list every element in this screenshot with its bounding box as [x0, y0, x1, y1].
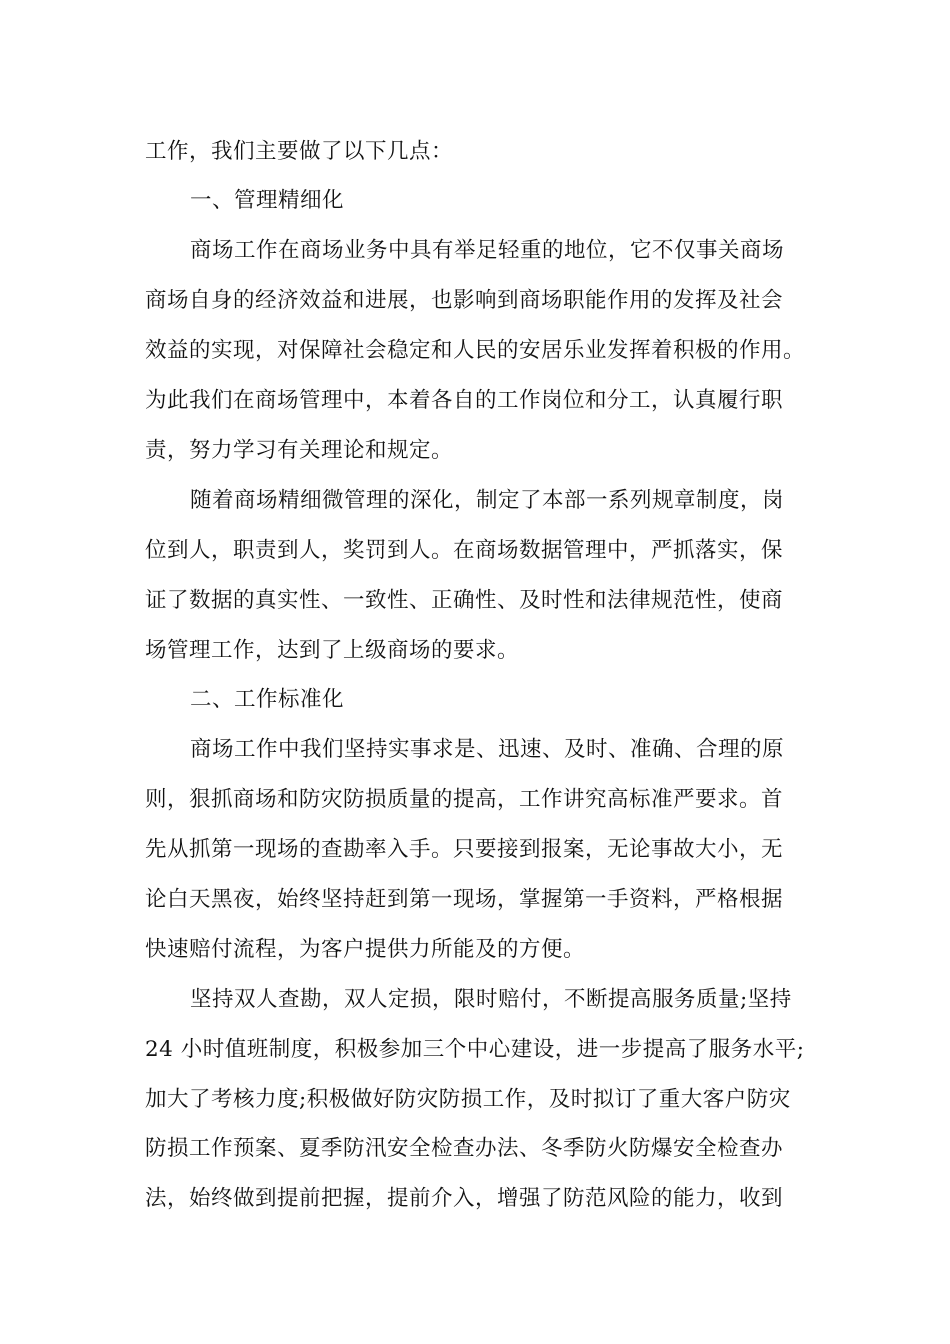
- text-line: 为此我们在商场管理中，本着各自的工作岗位和分工，认真履行职: [145, 388, 784, 413]
- text-line: 论白天黑夜，始终坚持赶到第一现场，掌握第一手资料，严格根据: [145, 887, 784, 912]
- text-line: 责，努力学习有关理论和规定。: [145, 438, 454, 463]
- text-line: 商场工作在商场业务中具有举足轻重的地位，它不仅事关商场: [190, 238, 785, 263]
- text-line: 证了数据的真实性、一致性、正确性、及时性和法律规范性，使商: [145, 588, 784, 613]
- text-line: 快速赔付流程，为客户提供力所能及的方便。: [145, 937, 586, 962]
- text-line: 先从抓第一现场的查勘率入手。只要接到报案，无论事故大小，无: [145, 837, 784, 862]
- section-heading: 二、工作标准化: [190, 687, 345, 712]
- text-line: 工作，我们主要做了以下几点：: [145, 139, 454, 164]
- text-line: 商场工作中我们坚持实事求是、迅速、及时、准确、合理的原: [190, 737, 785, 762]
- text-line: 24 小时值班制度，积极参加三个中心建设，进一步提高了服务水平;: [145, 1037, 805, 1062]
- text-line: 加大了考核力度;积极做好防灾防损工作，及时拟订了重大客户防灾: [145, 1087, 791, 1112]
- text-line: 位到人，职责到人，奖罚到人。在商场数据管理中，严抓落实，保: [145, 538, 784, 563]
- text-line: 商场自身的经济效益和进展，也影响到商场职能作用的发挥及社会: [145, 288, 784, 313]
- text-line: 防损工作预案、夏季防汛安全检查办法、冬季防火防爆安全检查办: [145, 1136, 784, 1161]
- section-heading: 一、管理精细化: [190, 188, 345, 213]
- text-line: 场管理工作，达到了上级商场的要求。: [145, 638, 520, 663]
- text-line: 效益的实现，对保障社会稳定和人民的安居乐业发挥着积极的作用。: [145, 338, 806, 363]
- text-line: 法，始终做到提前把握，提前介入，增强了防范风险的能力，收到: [145, 1186, 784, 1211]
- text-line: 随着商场精细微管理的深化，制定了本部一系列规章制度，岗: [190, 488, 785, 513]
- text-line: 坚持双人查勘，双人定损，限时赔付，不断提高服务质量;坚持: [190, 987, 792, 1012]
- text-line: 则，狠抓商场和防灾防损质量的提高，工作讲究高标准严要求。首: [145, 787, 784, 812]
